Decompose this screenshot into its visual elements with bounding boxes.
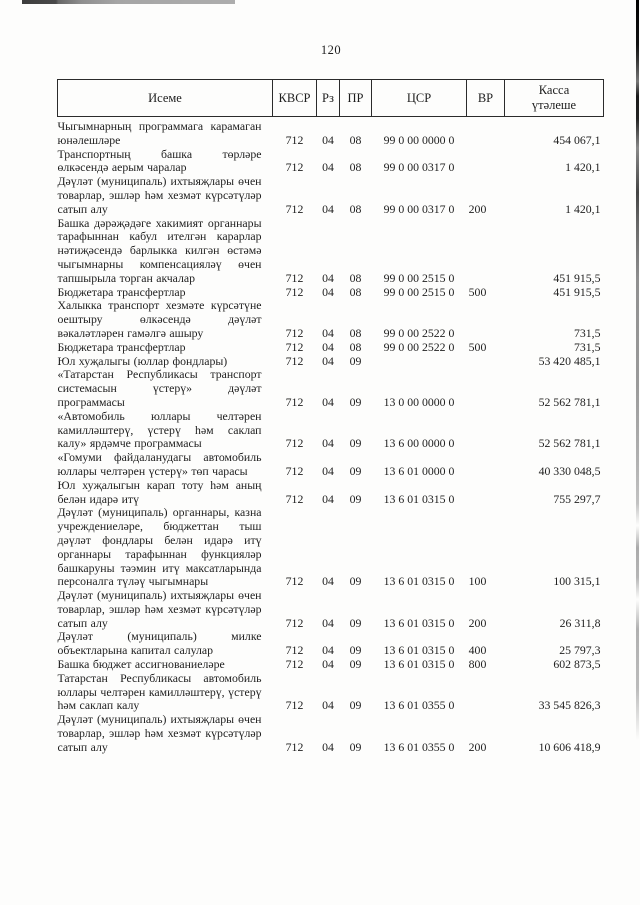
cell-pr: 09	[349, 574, 362, 589]
table-body	[58, 117, 604, 755]
cell-rz: 04	[322, 132, 334, 147]
table-row	[58, 630, 604, 658]
cell-kvsr: 712	[285, 574, 304, 589]
table-row	[58, 175, 604, 216]
cell-csr: 13 6 01 0355 0	[383, 698, 455, 713]
cell-vr: 400	[468, 643, 487, 658]
cell-kassa: 26 311,8	[559, 615, 601, 630]
cell-name: Халыкка транспорт хезмәте күрсәтүне оештыру өлкәсендә дәүләт вәкаләтләрен гамәлгә ашыру	[57, 298, 262, 340]
table-row	[58, 713, 604, 754]
cell-pr: 08	[349, 160, 362, 175]
cell-csr: 13 0 00 0000 0	[383, 394, 455, 409]
cell-kvsr: 712	[285, 657, 304, 672]
cell-rz: 04	[322, 339, 334, 354]
header-vr: ВР	[467, 80, 505, 117]
cell-name: Бюджетара трансфертлар	[57, 284, 186, 299]
cell-pr: 09	[349, 698, 362, 713]
cell-kvsr: 712	[285, 132, 304, 147]
cell-vr	[459, 117, 497, 148]
cell-pr: 08	[349, 339, 362, 354]
page-number: 120	[320, 43, 342, 57]
cell-csr: 99 0 00 0317 0	[383, 160, 455, 175]
cell-rz: 04	[322, 353, 334, 368]
cell-pr: 09	[349, 615, 362, 630]
cell-csr: 13 6 00 0000 0	[383, 436, 455, 451]
cell-rz: 04	[322, 160, 334, 175]
cell-csr: 13 6 01 0000 0	[383, 463, 455, 478]
cell-csr: 13 6 01 0315 0	[383, 657, 455, 672]
cell-csr: 13 6 01 0315 0	[383, 643, 455, 658]
cell-name: «Автомобиль юллары челтәрен камилләштерү, үстерү һәм саклап калу» ярдәмче программасы	[57, 408, 262, 451]
cell-pr: 09	[349, 643, 362, 658]
table-row	[58, 672, 604, 713]
cell-csr: 99 0 00 2522 0	[383, 325, 455, 340]
table-row	[58, 451, 604, 479]
cell-rz: 04	[322, 284, 334, 299]
table-header-row	[58, 80, 604, 117]
cell-rz: 04	[322, 643, 334, 658]
cell-pr: 09	[349, 353, 362, 368]
table-header	[58, 80, 604, 117]
cell-kassa: 602 873,5	[553, 657, 601, 672]
cell-rz: 04	[322, 463, 334, 478]
cell-pr: 09	[349, 491, 362, 506]
header-kassa-label: Касса үтәлеше	[531, 83, 577, 112]
budget-table	[57, 79, 604, 755]
table-row	[58, 658, 604, 672]
cell-vr	[459, 217, 497, 286]
cell-kvsr: 712	[285, 353, 304, 368]
cell-rz: 04	[322, 201, 334, 216]
cell-name: Башка бюджет ассигнованиеләре	[57, 657, 225, 672]
cell-vr: 200	[468, 739, 487, 754]
cell-name: Дәүләт (муниципаль) ихтыяҗлары өчен товарлар, эшләр һәм хезмәт күрсәтүләр сатып алу	[57, 588, 262, 630]
cell-kvsr: 712	[285, 325, 304, 340]
cell-vr: 800	[468, 657, 487, 672]
header-rz: Рз	[317, 80, 340, 117]
cell-kvsr: 712	[285, 615, 304, 630]
table-row	[58, 341, 604, 355]
cell-vr	[459, 148, 497, 176]
cell-name: Татарстан Республикасы автомобиль юллары челтәрен камилләштерү, үстерү һәм саклап калу	[57, 670, 262, 713]
cell-kassa: 731,5	[573, 339, 601, 354]
cell-rz: 04	[322, 491, 334, 506]
table-row	[58, 368, 604, 409]
cell-name: Транспортның башка төрләре өлкәсендә аерым чаралар	[57, 146, 262, 175]
scan-artifact-right-edge-line	[636, 0, 639, 740]
table-row	[58, 506, 604, 589]
cell-kassa: 100 315,1	[553, 574, 601, 589]
cell-rz: 04	[322, 698, 334, 713]
cell-rz: 04	[322, 615, 334, 630]
cell-vr: 500	[468, 339, 487, 354]
scan-artifact-top-streak	[22, 0, 235, 4]
cell-name: Юл хуҗалыгын карап тоту һәм аның белән идарә итү	[57, 477, 262, 506]
table-row	[58, 355, 604, 369]
cell-pr: 08	[349, 284, 362, 299]
cell-kvsr: 712	[285, 491, 304, 506]
cell-rz: 04	[322, 270, 334, 285]
cell-kvsr: 712	[285, 284, 304, 299]
cell-vr: 200	[468, 201, 487, 216]
cell-kvsr: 712	[285, 739, 304, 754]
cell-vr	[459, 451, 497, 479]
header-pr: ПР	[340, 80, 372, 117]
cell-rz: 04	[322, 739, 334, 754]
cell-pr: 09	[349, 739, 362, 754]
cell-rz: 04	[322, 325, 334, 340]
cell-vr	[459, 479, 497, 507]
cell-rz: 04	[322, 574, 334, 589]
header-name: Исеме	[58, 80, 273, 117]
cell-pr: 08	[349, 201, 362, 216]
cell-vr	[459, 355, 497, 369]
cell-rz: 04	[322, 394, 334, 409]
cell-csr: 13 6 01 0315 0	[383, 615, 455, 630]
cell-kvsr: 712	[285, 270, 304, 285]
cell-name: «Гомуми файдаланудагы автомобиль юллары челтәрен үстерү» төп чарасы	[57, 450, 262, 478]
cell-kvsr: 712	[285, 160, 304, 175]
header-csr: ЦСР	[372, 80, 467, 117]
cell-csr: 13 6 01 0355 0	[383, 739, 455, 754]
table-row	[58, 148, 604, 176]
cell-kassa: 454 067,1	[553, 132, 601, 147]
cell-kassa: 25 797,3	[559, 643, 601, 658]
cell-name: Юл хуҗалыгы (юллар фондлары)	[57, 353, 228, 368]
cell-pr: 09	[349, 394, 362, 409]
cell-pr: 08	[349, 325, 362, 340]
cell-kassa: 451 915,5	[553, 270, 601, 285]
cell-csr: 99 0 00 0000 0	[383, 132, 455, 147]
header-kassa	[505, 80, 604, 117]
cell-rz: 04	[322, 436, 334, 451]
cell-vr	[459, 368, 497, 409]
cell-name: Чыгымнарның программага карамаган юнәлешләре	[57, 119, 262, 147]
cell-kvsr: 712	[285, 339, 304, 354]
cell-kassa: 52 562 781,1	[538, 394, 601, 409]
cell-name: Бюджетара трансфертлар	[57, 339, 186, 354]
cell-rz: 04	[322, 657, 334, 672]
cell-name: Дәүләт (муниципаль) ихтыяҗлары өчен товарлар, эшләр һәм хезмәт күрсәтүләр сатып алу	[57, 174, 262, 216]
cell-name: «Татарстан Республикасы транспорт системасын үстерү» дәүләт программасы	[57, 367, 262, 409]
table-row	[58, 217, 604, 286]
cell-vr	[459, 672, 497, 713]
table-row	[58, 286, 604, 300]
cell-kassa: 1 420,1	[565, 201, 601, 216]
table-row	[58, 299, 604, 340]
cell-name: Дәүләт (муниципаль) органнары, казна учреждениеләре, бюджеттан тыш дәүләт фондлары белән идарә итү органнары тарафыннан функцияләр башкаруны тәэмин итү максатларында персоналга түләү чыгымнары	[57, 505, 262, 589]
cell-kvsr: 712	[285, 643, 304, 658]
cell-kvsr: 712	[285, 698, 304, 713]
cell-vr: 100	[468, 574, 487, 589]
table-row	[58, 410, 604, 451]
table-row	[58, 479, 604, 507]
cell-kassa: 731,5	[573, 325, 601, 340]
cell-name: Дәүләт (муниципаль) милке объектларына капитал салулар	[57, 629, 262, 658]
cell-csr: 99 0 00 0317 0	[383, 201, 455, 216]
cell-csr: 99 0 00 2515 0	[383, 284, 455, 299]
cell-pr: 08	[349, 132, 362, 147]
cell-kassa: 1 420,1	[565, 160, 601, 175]
table-row	[58, 117, 604, 148]
cell-kassa: 40 330 048,5	[538, 463, 601, 478]
cell-name: Дәүләт (муниципаль) ихтыяҗлары өчен товарлар, эшләр һәм хезмәт күрсәтүләр сатып алу	[57, 712, 262, 754]
cell-vr: 200	[468, 615, 487, 630]
cell-name: Башка дәрәҗәдәге хакимият органнары тарафыннан кабул ителгән карарлар нәтиҗәсендә барлыкка килгән өстәмә чыгымнарны компенсацияләү өчен тапшырыла торган акчалар	[57, 215, 262, 285]
cell-kvsr: 712	[285, 394, 304, 409]
table-row	[58, 589, 604, 630]
cell-csr: 99 0 00 2522 0	[383, 339, 455, 354]
cell-vr	[459, 410, 497, 451]
cell-pr: 09	[349, 657, 362, 672]
cell-csr: 13 6 01 0315 0	[383, 574, 455, 589]
cell-kassa: 755 297,7	[553, 491, 601, 506]
cell-csr: 13 6 01 0315 0	[383, 491, 455, 506]
cell-kvsr: 712	[285, 201, 304, 216]
cell-pr: 08	[349, 270, 362, 285]
cell-kassa: 33 545 826,3	[538, 698, 601, 713]
cell-kassa: 53 420 485,1	[538, 353, 601, 368]
cell-csr: 99 0 00 2515 0	[383, 270, 455, 285]
cell-vr: 500	[468, 284, 487, 299]
cell-pr: 09	[349, 436, 362, 451]
cell-pr: 09	[349, 463, 362, 478]
header-kvsr: КВСР	[273, 80, 317, 117]
cell-kvsr: 712	[285, 463, 304, 478]
cell-csr	[372, 355, 467, 369]
cell-vr	[459, 299, 497, 340]
cell-kassa: 52 562 781,1	[538, 436, 601, 451]
cell-kassa: 10 606 418,9	[538, 739, 601, 754]
cell-kassa: 451 915,5	[553, 284, 601, 299]
cell-kvsr: 712	[285, 436, 304, 451]
